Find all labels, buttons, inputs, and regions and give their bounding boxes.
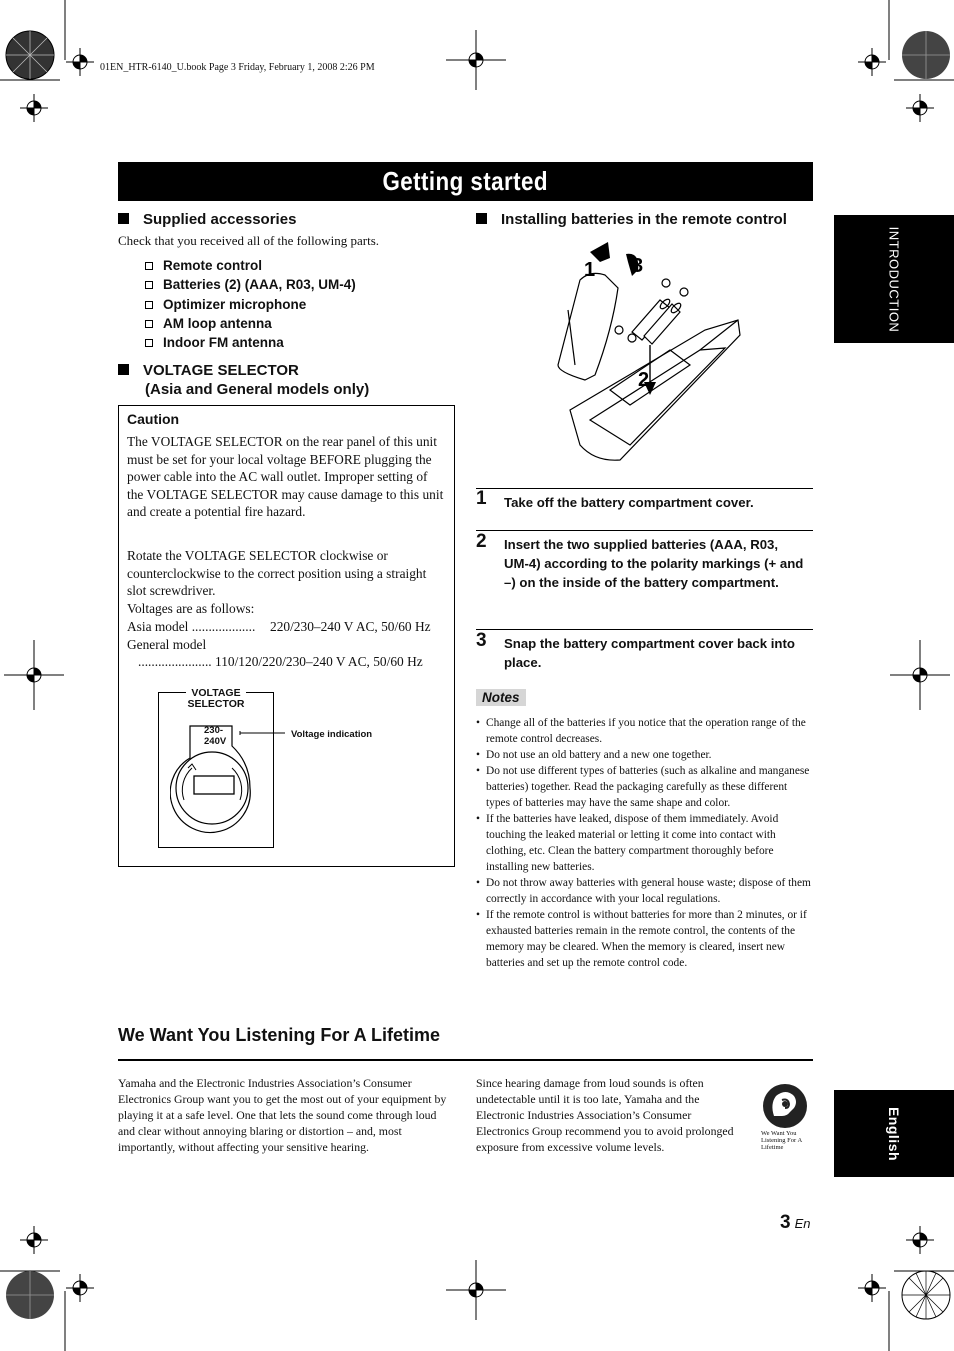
step-number: 3 [476,630,487,651]
page-title-bar [118,162,813,201]
page-title: Getting started [382,166,549,196]
step-2-label: 2 [638,369,650,391]
asia-model-voltage: 220/230–240 V AC, 50/60 Hz [270,619,431,634]
step-text: Snap the battery compartment cover back into place. [504,636,795,670]
section-tab [834,215,954,343]
list-item: • If the remote control is without batteries for more than 2 minutes, or if exhausted batteries remain in the remote control, the contents of the memory may be cleared. When the memory is cleared, insert new batteries and set up the remote control code. [476,907,813,971]
step-number: 2 [476,531,487,552]
list-item: • Change all of the batteries if you notice that the operation range of the remote control decreases. [476,715,813,747]
square-bullet-icon [118,364,129,375]
notes-list [476,715,813,971]
voltage-value: 230- 240V [204,725,227,747]
list-item: Remote control [145,256,356,275]
listening-logo-text: We Want You Listening For A Lifetime [761,1130,802,1151]
list-item: Batteries (2) (AAA, R03, UM-4) [145,275,356,294]
list-item: • If the batteries have leaked, dispose of them immediately. Avoid touching the leaked material or letting it come into contact with clothing, etc. Clean the battery compartment thoroughly before installing new batteries. [476,811,813,875]
listening-heading: We Want You Listening For A Lifetime [118,1025,441,1045]
voltage-indication-label: Voltage indication [291,729,373,740]
caution-title: Caution [127,411,180,427]
general-model-label: General model [127,637,207,652]
remote-battery-illustration [550,240,750,465]
listening-left-paragraph: Yamaha and the Electronic Industries Association’s Consumer Electronics Group want you to get the most out of your equipment by playing it at a safe level. One that lets the sound come through loud and clear without annoying blaring or distortion – and, most importantly, without affecting your sensitive hearing. [118,1076,447,1154]
step-3-label: 3 [632,255,644,277]
list-item: • Do not use an old battery and a new one together. [476,747,813,763]
language-tab-label: English [886,1106,902,1161]
listening-right-paragraph: Since hearing damage from loud sounds is often undetectable until it is too late, Yamaha and the Electronic Industries Association’s Consumer Electronics Group recommend you to avoid prolonged exposure from excessive volume levels. [476,1076,734,1154]
supplied-heading: Supplied accessories [118,211,296,228]
caution-paragraph-2: Rotate the VOLTAGE SELECTOR clockwise or counterclockwise to the correct position using a straight slot screwdriver. [127,548,427,599]
list-item: Optimizer microphone [145,295,356,314]
batteries-heading: Installing batteries in the remote control [476,211,787,228]
list-item: AM loop antenna [145,314,356,333]
language-tab [834,1090,954,1177]
caution-paragraph-1: The VOLTAGE SELECTOR on the rear panel of this unit must be set for your local voltage BEFORE plugging the power cable into the AC wall outlet. Improper setting of the VOLTAGE SELECTOR may cause damage to this unit and create a potential fire hazard. [127,434,444,520]
voltage-heading: VOLTAGE SELECTOR (Asia and General models only) [118,361,369,399]
supplied-list [145,256,356,352]
asia-model-label: Asia model ................... [127,619,256,634]
general-model-voltage: ...................... 110/120/220/230–240 V AC, 50/60 Hz [138,654,423,669]
step-text: Take off the battery compartment cover. [504,495,754,510]
list-item: • Do not use different types of batteries (such as alkaline and manganese batteries) together. Read the packaging carefully as these different types of batteries may have the same shape and color. [476,763,813,811]
book-header: 01EN_HTR-6140_U.book Page 3 Friday, February 1, 2008 2:26 PM [100,62,375,73]
square-bullet-icon [476,213,487,224]
checkbox-bullet-icon [145,320,153,328]
step-1-label: 1 [584,259,596,281]
voltages-intro: Voltages are as follows: [127,601,255,616]
selector-label: VOLTAGE SELECTOR [187,687,245,710]
square-bullet-icon [118,213,129,224]
page-number: 3 En [780,1212,811,1233]
section-tab-label: INTRODUCTION [886,226,902,332]
list-item: • Do not throw away batteries with general house waste; dispose of them correctly in accordance with your local regulations. [476,875,813,907]
supplied-intro: Check that you received all of the following parts. [118,233,380,248]
step-number: 1 [476,488,487,509]
checkbox-bullet-icon [145,262,153,270]
checkbox-bullet-icon [145,281,153,289]
list-item: Indoor FM antenna [145,333,356,352]
checkbox-bullet-icon [145,301,153,309]
checkbox-bullet-icon [145,339,153,347]
notes-label: Notes [476,689,526,706]
divider [118,1059,813,1061]
step-text: Insert the two supplied batteries (AAA, R03, UM-4) according to the polarity markings (+ and –) on the inside of the battery compartment. [504,537,804,590]
